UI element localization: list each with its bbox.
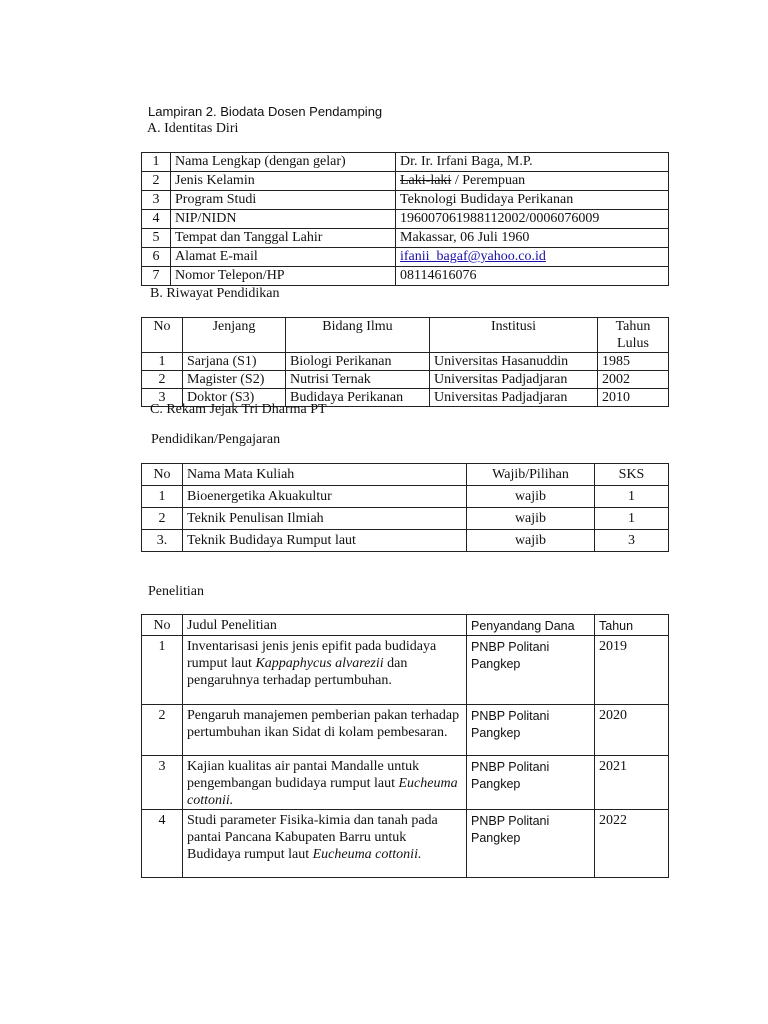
cell: 2021 <box>595 756 669 810</box>
table-row <box>142 530 669 552</box>
table-header-row <box>142 615 669 636</box>
row-value <box>396 172 669 191</box>
cell: 2 <box>142 705 183 756</box>
row-label: Jenis Kelamin <box>171 172 396 191</box>
cell: 3. <box>142 530 183 552</box>
cell: 2020 <box>595 705 669 756</box>
row-label: Alamat E-mail <box>171 248 396 267</box>
cell: wajib <box>467 530 595 552</box>
cell: 1 <box>142 636 183 705</box>
species-name: Eucheuma cottonii. <box>312 847 422 862</box>
table-row <box>142 267 669 286</box>
cell: PNBP Politani Pangkep <box>467 756 595 810</box>
col-header: No <box>142 318 183 353</box>
table-row <box>142 353 669 371</box>
col-header: Penyandang Dana <box>467 615 595 636</box>
row-value <box>396 248 669 267</box>
struck-value: Laki-laki <box>400 173 452 188</box>
cell: 2010 <box>598 389 669 407</box>
row-value: Teknologi Budidaya Perikanan <box>396 191 669 210</box>
cell: Doktor (S3) <box>183 389 286 407</box>
cell: PNBP Politani Pangkep <box>467 636 595 705</box>
row-label: Tempat dan Tanggal Lahir <box>171 229 396 248</box>
row-no: 5 <box>142 229 171 248</box>
col-header: Tahun <box>595 615 669 636</box>
table-row <box>142 191 669 210</box>
table-row <box>142 486 669 508</box>
cell: PNBP Politani Pangkep <box>467 810 595 878</box>
section-a-heading: A. Identitas Diri <box>147 121 239 136</box>
cell: 1 <box>142 486 183 508</box>
row-no: 1 <box>142 153 171 172</box>
row-no: 2 <box>142 172 171 191</box>
col-header: Jenjang <box>183 318 286 353</box>
gender-value: / Perempuan <box>451 173 526 188</box>
table-row <box>142 508 669 530</box>
row-no: 4 <box>142 210 171 229</box>
judul-cell <box>183 705 467 756</box>
cell: 2019 <box>595 636 669 705</box>
table-row <box>142 636 669 705</box>
judul-cell <box>183 756 467 810</box>
cell: wajib <box>467 508 595 530</box>
section-b-heading: B. Riwayat Pendidikan <box>150 286 280 301</box>
cell: PNBP Politani Pangkep <box>467 705 595 756</box>
penelitian-heading: Penelitian <box>148 584 204 599</box>
judul-text: dan pengaruhnya terhadap pertumbuhan. <box>187 656 408 688</box>
table-row <box>142 210 669 229</box>
cell: 2022 <box>595 810 669 878</box>
cell: Teknik Budidaya Rumput laut <box>183 530 467 552</box>
email-link[interactable]: ifanii_bagaf@yahoo.co.id <box>400 249 546 264</box>
cell: 1 <box>595 508 669 530</box>
pengajaran-heading: Pendidikan/Pengajaran <box>151 432 281 447</box>
col-header: SKS <box>595 464 669 486</box>
cell: 2 <box>142 508 183 530</box>
col-header: Nama Mata Kuliah <box>183 464 467 486</box>
cell: 1 <box>595 486 669 508</box>
judul-cell <box>183 636 467 705</box>
document-title: Lampiran 2. Biodata Dosen Pendamping <box>148 104 383 119</box>
table-row <box>142 153 669 172</box>
table-row <box>142 705 669 756</box>
cell: wajib <box>467 486 595 508</box>
table-header-row <box>142 464 669 486</box>
row-label: Nomor Telepon/HP <box>171 267 396 286</box>
cell: 1 <box>142 353 183 371</box>
cell: Teknik Penulisan Ilmiah <box>183 508 467 530</box>
table-row <box>142 371 669 389</box>
penelitian-table <box>141 614 669 878</box>
cell: 1985 <box>598 353 669 371</box>
cell: 2 <box>142 371 183 389</box>
section-c-heading: C. Rekam Jejak Tri Dharma PT <box>150 402 327 417</box>
cell: Nutrisi Ternak <box>286 371 430 389</box>
col-header: No <box>142 615 183 636</box>
pengajaran-table <box>141 463 669 552</box>
cell: Bioenergetika Akuakultur <box>183 486 467 508</box>
row-value: Dr. Ir. Irfani Baga, M.P. <box>396 153 669 172</box>
cell: 3 <box>142 389 183 407</box>
pendidikan-table <box>141 317 669 407</box>
judul-text: Kajian kualitas air pantai Mandalle untuk pengembangan budidaya rumput laut <box>187 759 420 791</box>
row-value: 08114616076 <box>396 267 669 286</box>
row-value: 196007061988112002/0006076009 <box>396 210 669 229</box>
row-no: 7 <box>142 267 171 286</box>
row-label: Nama Lengkap (dengan gelar) <box>171 153 396 172</box>
row-label: NIP/NIDN <box>171 210 396 229</box>
cell: Sarjana (S1) <box>183 353 286 371</box>
cell: Budidaya Perikanan <box>286 389 430 407</box>
col-header: Institusi <box>430 318 598 353</box>
table-row <box>142 172 669 191</box>
table-header-row <box>142 318 669 353</box>
table-row <box>142 756 669 810</box>
cell: 2002 <box>598 371 669 389</box>
identitas-table <box>141 152 669 286</box>
col-header: No <box>142 464 183 486</box>
row-value: Makassar, 06 Juli 1960 <box>396 229 669 248</box>
table-row <box>142 248 669 267</box>
judul-text: Pengaruh manajemen pemberian pakan terhadap pertumbuhan ikan Sidat di kolam pembesaran. <box>187 708 460 740</box>
judul-text: Inventarisasi jenis jenis epifit pada budidaya rumput laut <box>187 639 437 671</box>
cell: Universitas Padjadjaran <box>430 371 598 389</box>
cell: 3 <box>595 530 669 552</box>
judul-text: Studi parameter Fisika-kimia dan tanah pada pantai Pancana Kabupaten Barru untuk Budidaya rumput laut <box>187 813 438 862</box>
cell: Universitas Padjadjaran <box>430 389 598 407</box>
row-label: Program Studi <box>171 191 396 210</box>
col-header: Tahun Lulus <box>598 318 669 353</box>
table-row <box>142 810 669 878</box>
species-name: Kappaphycus alvarezii <box>255 656 384 671</box>
col-header: Wajib/Pilihan <box>467 464 595 486</box>
col-header: Judul Penelitian <box>183 615 467 636</box>
cell: Universitas Hasanuddin <box>430 353 598 371</box>
row-no: 3 <box>142 191 171 210</box>
row-no: 6 <box>142 248 171 267</box>
table-row <box>142 229 669 248</box>
cell: 3 <box>142 756 183 810</box>
cell: Magister (S2) <box>183 371 286 389</box>
species-name: Eucheuma cottonii. <box>187 776 458 808</box>
judul-cell <box>183 810 467 878</box>
col-header: Bidang Ilmu <box>286 318 430 353</box>
cell: 4 <box>142 810 183 878</box>
cell: Biologi Perikanan <box>286 353 430 371</box>
